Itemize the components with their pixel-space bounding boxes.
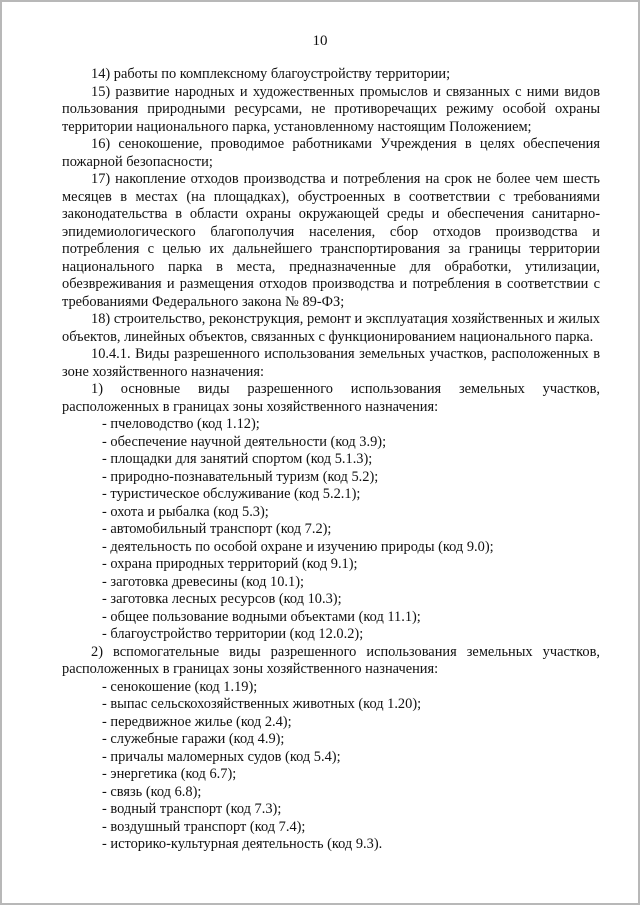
list-item: - благоустройство территории (код 12.0.2);: [102, 626, 364, 642]
list-item: - причалы маломерных судов (код 5.4);: [102, 748, 341, 765]
list-item: - историко-культурная деятельность (код 9.3).: [102, 836, 383, 852]
list-item: - площадки для занятий спортом (код 5.1.3);: [102, 451, 373, 467]
list-item: - деятельность по особой охране и изучению природы (код 9.0);: [102, 538, 494, 555]
main-uses-heading: 1) основные виды разрешенного использования земельных участков, расположенных в границах зоны хозяйственного назначения:: [62, 381, 600, 415]
aux-uses-list: [62, 679, 600, 854]
list-item: - сенокошение (код 1.19);: [102, 678, 258, 695]
paragraph-item-16: 16) сенокошение, проводимое работниками Учреждения в целях обеспечения пожарной безопасности;: [62, 136, 600, 170]
section-heading: 10.4.1. Виды разрешенного использования земельных участков, расположенных в зоне хозяйственного назначения:: [62, 346, 600, 380]
paragraph-item-17: 17) накопление отходов производства и потребления на срок не более чем шесть месяцев в местах (на площадках), обустроенных в соответствии с требованиями законодательства в области охраны окружающей среды и обеспечения санитарно-эпидемиологического благополучия населения, сбор отходов производства и потребления с целью их дальнейшего транспортирования за границы территории национального парка в места, предназначенные для обработки, утилизации, обезвреживания и размещения отходов производства и потребления в соответствии с требованиями Федерального закона № 89-ФЗ;: [62, 171, 600, 310]
list-item: - заготовка древесины (код 10.1);: [102, 573, 305, 590]
list-item: - автомобильный транспорт (код 7.2);: [102, 521, 332, 537]
list-item: - охрана природных территорий (код 9.1);: [102, 556, 358, 572]
list-item: - водный транспорт (код 7.3);: [102, 801, 282, 817]
list-item: - природно-познавательный туризм (код 5.2);: [102, 468, 379, 485]
list-item: - общее пользование водными объектами (код 11.1);: [102, 608, 421, 625]
list-item: - обеспечение научной деятельности (код 3.9);: [102, 433, 387, 450]
page-number: 10: [312, 33, 328, 49]
paragraph-item-14: 14) работы по комплексному благоустройству территории;: [91, 66, 451, 82]
list-item: - пчеловодство (код 1.12);: [102, 416, 260, 432]
list-item: - воздушный транспорт (код 7.4);: [102, 818, 306, 835]
list-item: - заготовка лесных ресурсов (код 10.3);: [102, 591, 342, 607]
paragraph-item-15: 15) развитие народных и художественных промыслов и связанных с ними видов пользования природными ресурсами, не противоречащих режиму особой охраны территории национального парка, установленному настоящим Положением;: [62, 83, 600, 135]
list-item: - выпас сельскохозяйственных животных (код 1.20);: [102, 696, 422, 712]
list-item: - передвижное жилье (код 2.4);: [102, 713, 292, 730]
list-item: - туристическое обслуживание (код 5.2.1);: [102, 486, 361, 502]
list-item: - служебные гаражи (код 4.9);: [102, 731, 285, 747]
list-item: - энергетика (код 6.7);: [102, 766, 237, 782]
list-item: - охота и рыбалка (код 5.3);: [102, 503, 269, 520]
aux-uses-heading: 2) вспомогательные виды разрешенного использования земельных участков, расположенных в границах зоны хозяйственного назначения:: [62, 643, 600, 677]
list-item: - связь (код 6.8);: [102, 783, 202, 800]
document-body: [62, 66, 600, 854]
main-uses-list: [62, 416, 600, 644]
paragraph-item-18: 18) строительство, реконструкция, ремонт и эксплуатация хозяйственных и жилых объектов, линейных объектов, связанных с функционированием национального парка.: [62, 311, 600, 345]
